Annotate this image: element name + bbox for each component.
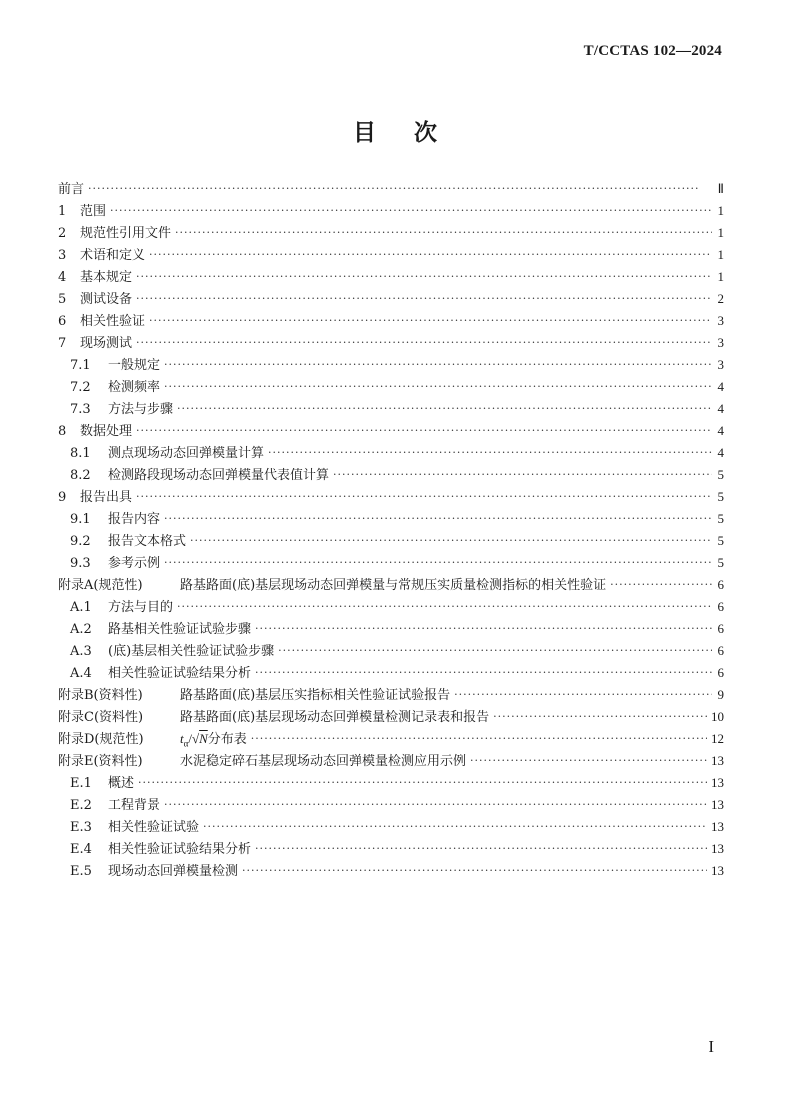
toc-entry-label: 相关性验证 bbox=[80, 314, 146, 329]
toc-entry-page: 5 bbox=[717, 555, 724, 570]
toc-entry-number: 7.2 bbox=[70, 380, 91, 395]
toc-entry-page: 13 bbox=[711, 753, 724, 768]
standard-number: T/CCTAS 102—2024 bbox=[583, 43, 722, 59]
toc-entry-number: 9 bbox=[58, 490, 67, 505]
toc-entry-label: 一般规定 bbox=[108, 358, 161, 373]
toc-entry-number: A.4 bbox=[70, 666, 92, 681]
toc-leader-dots bbox=[278, 640, 712, 662]
page-number: I bbox=[708, 1037, 714, 1056]
toc-entry-label: 基本规定 bbox=[80, 270, 133, 285]
toc-entry-number: E.1 bbox=[70, 776, 92, 791]
toc-entry-number: 5 bbox=[58, 292, 67, 307]
toc-leader-dots bbox=[88, 178, 712, 200]
toc-entry[interactable] bbox=[58, 398, 724, 420]
toc-entry-number: 4 bbox=[58, 270, 67, 285]
toc-entry-number: A.2 bbox=[70, 622, 92, 637]
toc-entry-number: E.3 bbox=[70, 820, 92, 835]
toc-leader-dots bbox=[136, 288, 712, 310]
toc-entry[interactable] bbox=[58, 288, 724, 310]
toc-entry[interactable] bbox=[58, 178, 724, 200]
toc-entry[interactable] bbox=[58, 244, 724, 266]
toc-entry[interactable] bbox=[58, 530, 724, 552]
toc-entry-label: 测试设备 bbox=[80, 292, 133, 307]
toc-entry[interactable] bbox=[58, 310, 724, 332]
toc-leader-dots bbox=[110, 200, 712, 222]
toc-entry-page: 13 bbox=[711, 797, 724, 812]
toc-entry-number: 7.1 bbox=[70, 358, 91, 373]
toc-leader-dots bbox=[149, 310, 712, 332]
toc-entry-page: 12 bbox=[711, 731, 724, 746]
toc-entry-label: 相关性验证试验结果分析 bbox=[108, 666, 252, 681]
toc-entry-page: 6 bbox=[717, 665, 724, 680]
toc-entry-label: 路基路面(底)基层现场动态回弹模量检测记录表和报告 bbox=[180, 710, 490, 725]
toc-entry-number: 9.2 bbox=[70, 534, 91, 549]
toc-entry-page: 3 bbox=[717, 357, 724, 372]
toc-entry-label: 相关性验证试验结果分析 bbox=[108, 842, 252, 857]
toc-leader-dots bbox=[136, 332, 712, 354]
toc-leader-dots bbox=[610, 574, 712, 596]
toc-entry-page: 1 bbox=[717, 269, 724, 284]
toc-entry[interactable] bbox=[58, 354, 724, 376]
toc-entry-number: 1 bbox=[58, 204, 67, 219]
toc-entry-page: 2 bbox=[717, 291, 724, 306]
toc-entry-page: 6 bbox=[717, 577, 724, 592]
toc-leader-dots bbox=[164, 794, 707, 816]
toc-entry[interactable] bbox=[58, 574, 724, 596]
toc-entry[interactable] bbox=[58, 816, 724, 838]
toc-entry-number: 8.1 bbox=[70, 446, 91, 461]
toc-entry-page: 1 bbox=[717, 247, 724, 262]
toc-entry-label: (底)基层相关性验证试验步骤 bbox=[108, 644, 275, 659]
toc-entry-page: 1 bbox=[717, 225, 724, 240]
toc-leader-dots bbox=[177, 596, 712, 618]
toc-entry-number: 8.2 bbox=[70, 468, 91, 483]
toc-entry-page: 13 bbox=[711, 863, 724, 878]
toc-entry-number: 6 bbox=[58, 314, 67, 329]
toc-leader-dots bbox=[255, 662, 712, 684]
toc-entry-page: 6 bbox=[717, 621, 724, 636]
toc-entry[interactable] bbox=[58, 200, 724, 222]
toc-entry[interactable] bbox=[58, 222, 724, 244]
toc-entry[interactable] bbox=[58, 376, 724, 398]
toc-leader-dots bbox=[255, 838, 707, 860]
toc-entry-label: 报告出具 bbox=[80, 490, 133, 505]
toc-leader-dots bbox=[333, 464, 712, 486]
toc-entry-page: 3 bbox=[717, 335, 724, 350]
toc-entry-label: 路基路面(底)基层压实指标相关性验证试验报告 bbox=[180, 688, 451, 703]
toc-leader-dots bbox=[190, 530, 712, 552]
toc-entry-label: 现场测试 bbox=[80, 336, 133, 351]
toc-entry-number: 3 bbox=[58, 248, 67, 263]
toc-entry[interactable] bbox=[58, 618, 724, 640]
toc-entry-number: 附录E(资料性) bbox=[58, 754, 143, 769]
toc-entry-page: 4 bbox=[717, 401, 724, 416]
toc-entry-label: 测点现场动态回弹模量计算 bbox=[108, 446, 265, 461]
toc-entry-page: 5 bbox=[717, 489, 724, 504]
toc-entry-label: 报告文本格式 bbox=[108, 534, 187, 549]
toc-entry-label: 参考示例 bbox=[108, 556, 161, 571]
toc-entry-label: 现场动态回弹模量检测 bbox=[108, 864, 239, 879]
toc-leader-dots bbox=[454, 684, 712, 706]
toc-entry-number: 9.1 bbox=[70, 512, 91, 527]
toc-leader-dots bbox=[149, 244, 712, 266]
toc-leader-dots bbox=[242, 860, 707, 882]
toc-leader-dots bbox=[177, 398, 712, 420]
toc-entry[interactable] bbox=[58, 266, 724, 288]
toc-entry-number: E.2 bbox=[70, 798, 92, 813]
toc-entry-page: 5 bbox=[717, 467, 724, 482]
toc-entry-label: 路基相关性验证试验步骤 bbox=[108, 622, 252, 637]
toc-leader-dots bbox=[175, 222, 712, 244]
toc-leader-dots bbox=[268, 442, 712, 464]
toc-leader-dots bbox=[136, 420, 712, 442]
toc-entry-formula: $t_\alpha/√N$ bbox=[180, 731, 208, 749]
toc-entry-page: 5 bbox=[717, 511, 724, 526]
toc-entry-label: 数据处理 bbox=[80, 424, 133, 439]
toc-entry-label: 路基路面(底)基层现场动态回弹模量与常规压实质量检测指标的相关性验证 bbox=[180, 578, 607, 593]
toc-entry-number: 9.3 bbox=[70, 556, 91, 571]
toc-entry[interactable] bbox=[58, 728, 724, 750]
toc-entry-number: A.1 bbox=[70, 600, 92, 615]
toc-leader-dots bbox=[203, 816, 707, 838]
toc-entry[interactable] bbox=[58, 464, 724, 486]
toc-entry-label: 工程背景 bbox=[108, 798, 161, 813]
toc-entry[interactable] bbox=[58, 552, 724, 574]
toc-entry[interactable] bbox=[58, 640, 724, 662]
toc-entry[interactable] bbox=[58, 508, 724, 530]
toc-entry-label: 水泥稳定碎石基层现场动态回弹模量检测应用示例 bbox=[180, 754, 467, 769]
toc-entry-number: A.3 bbox=[70, 644, 92, 659]
toc-entry-number: 附录D(规范性) bbox=[58, 732, 144, 747]
toc-entry-page: 9 bbox=[717, 687, 724, 702]
toc-leader-dots bbox=[138, 772, 707, 794]
toc-entry-label: 相关性验证试验 bbox=[108, 820, 200, 835]
toc-entry-page: Ⅱ bbox=[717, 181, 724, 196]
toc-entry-page: 6 bbox=[717, 643, 724, 658]
toc-leader-dots bbox=[164, 354, 712, 376]
toc-entry-number: 附录C(资料性) bbox=[58, 710, 144, 725]
toc-entry-label: 范围 bbox=[80, 204, 107, 219]
toc-entry-page: 13 bbox=[711, 841, 724, 856]
toc-entry[interactable] bbox=[58, 684, 724, 706]
toc-entry[interactable] bbox=[58, 794, 724, 816]
toc-entry[interactable] bbox=[58, 332, 724, 354]
toc-entry-page: 3 bbox=[717, 313, 724, 328]
toc-entry[interactable] bbox=[58, 442, 724, 464]
toc-entry-label: 方法与目的 bbox=[108, 600, 174, 615]
toc-entry[interactable] bbox=[58, 662, 724, 684]
toc-entry-label: 前言 bbox=[58, 182, 85, 197]
toc-entry[interactable] bbox=[58, 596, 724, 618]
toc-entry[interactable] bbox=[58, 420, 724, 442]
toc-entry-label: 概述 bbox=[108, 776, 135, 791]
toc-entry-page: 5 bbox=[717, 533, 724, 548]
toc-entry-page: 4 bbox=[717, 379, 724, 394]
toc-leader-dots bbox=[251, 728, 707, 750]
toc-entry-page: 10 bbox=[711, 709, 724, 724]
toc-entry[interactable] bbox=[58, 750, 724, 772]
toc-entry[interactable] bbox=[58, 838, 724, 860]
table-of-contents bbox=[58, 178, 724, 882]
toc-entry-label: 报告内容 bbox=[108, 512, 161, 527]
toc-entry-number: E.5 bbox=[70, 864, 92, 879]
toc-entry[interactable] bbox=[58, 860, 724, 882]
toc-entry[interactable] bbox=[58, 772, 724, 794]
page-title: 目次 bbox=[353, 120, 475, 146]
toc-entry-page: 1 bbox=[717, 203, 724, 218]
toc-leader-dots bbox=[255, 618, 712, 640]
toc-leader-dots bbox=[164, 376, 712, 398]
toc-entry-page: 13 bbox=[711, 775, 724, 790]
toc-entry-label: 规范性引用文件 bbox=[80, 226, 172, 241]
toc-entry-number: 2 bbox=[58, 226, 67, 241]
toc-entry-number: 7 bbox=[58, 336, 67, 351]
toc-entry-label: 方法与步骤 bbox=[108, 402, 174, 417]
toc-entry-label: 检测频率 bbox=[108, 380, 161, 395]
toc-entry-number: E.4 bbox=[70, 842, 92, 857]
toc-entry-label: 检测路段现场动态回弹模量代表值计算 bbox=[108, 468, 330, 483]
toc-entry[interactable] bbox=[58, 486, 724, 508]
toc-entry-number: 7.3 bbox=[70, 402, 91, 417]
toc-leader-dots bbox=[136, 266, 712, 288]
toc-leader-dots bbox=[164, 508, 712, 530]
toc-entry-number: 附录A(规范性) bbox=[58, 578, 143, 593]
toc-entry-number: 8 bbox=[58, 424, 67, 439]
toc-leader-dots bbox=[164, 552, 712, 574]
toc-leader-dots bbox=[493, 706, 707, 728]
toc-entry-page: 4 bbox=[717, 445, 724, 460]
toc-entry-label: 分布表 bbox=[207, 732, 247, 747]
toc-entry[interactable] bbox=[58, 706, 724, 728]
toc-entry-number: 附录B(资料性) bbox=[58, 688, 143, 703]
toc-entry-page: 13 bbox=[711, 819, 724, 834]
toc-entry-page: 4 bbox=[717, 423, 724, 438]
toc-entry-label: 术语和定义 bbox=[80, 248, 146, 263]
toc-entry-page: 6 bbox=[717, 599, 724, 614]
toc-leader-dots bbox=[470, 750, 707, 772]
toc-leader-dots bbox=[136, 486, 712, 508]
